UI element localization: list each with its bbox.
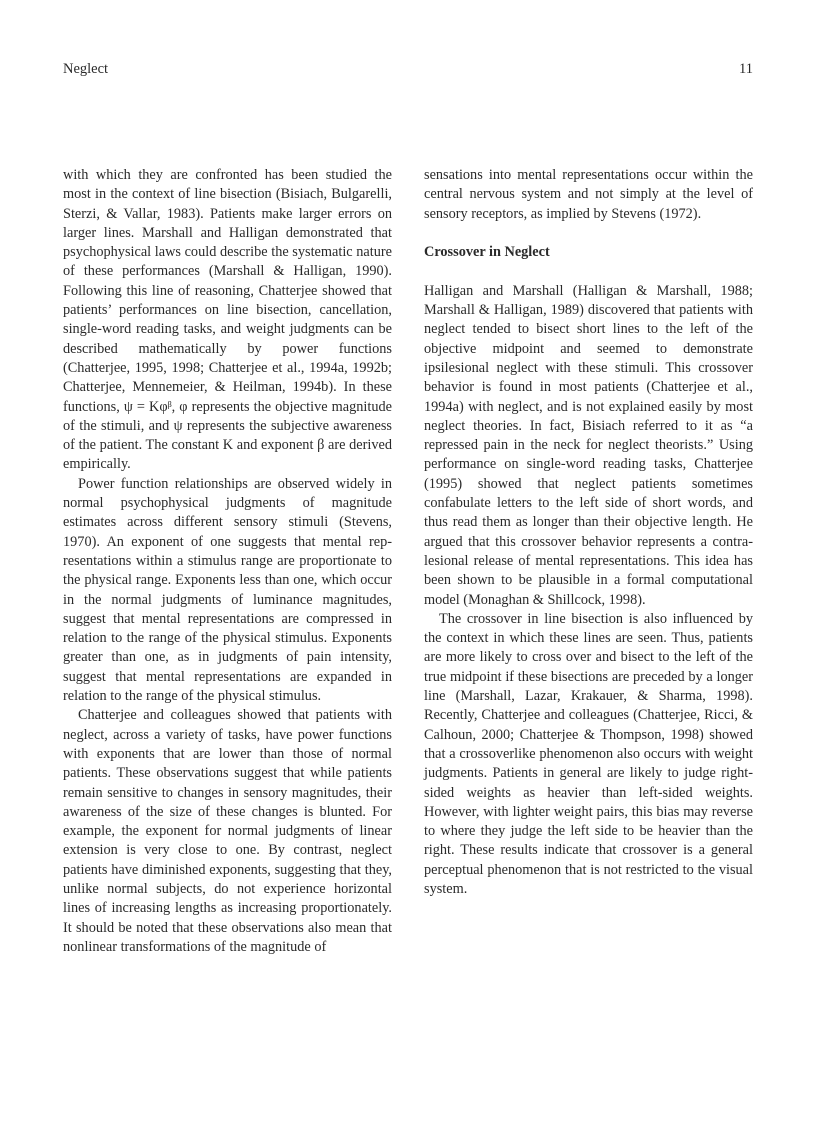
body-paragraph: The crossover in line bisection is also influenced by the context in which these lines are seen. Thus, patients are more likely to cross over and bisect to the left of the true midpoint if these bisections are preceded by a longer line (Marshall, Lazar, Krakauer, & Sharma, 1998). Recently, Chatterjee and colleagues (Chatterjee, Ricci, & Calhoun, 2000; Chatterjee & Thompson, 1998) showed that a crossoverlike phenomenon also occurs with weight judgments. Patients in general are likely to judge right-sided weights as heavier than left-sided weights. However, with lighter weight pairs, this bias may reverse to where they judge the left side to be heavier than the right. These results indicate that crossover is a general perceptual phenomenon that is not restricted to the visual system. (424, 610, 753, 897)
page-number: 11 (739, 61, 753, 77)
right-column (424, 166, 753, 899)
running-head (63, 61, 753, 81)
body-paragraph: Power function relationships are observed widely in normal psychophysical judgments of magnitude estimates across different sensory stimuli (Stevens, 1970). An exponent of one suggests that mental representations within a stimulus range are proportionate to the physical range. Exponents less than one, which occur in the normal judgments of luminance magnitudes, suggest that mental representations are compressed in relation to the range of the physical stimulus. Exponents greater than one, as in judgments of pain intensity, suggest that mental representations are expanded in relation to the range of the physical stimulus. (63, 475, 392, 705)
body-paragraph: Halligan and Marshall (Halligan & Marshall, 1988; Marshall & Halligan, 1989) discovered that patients with neglect tended to bisect short lines to the left of the objective midpoint and seemed to demonstrate ipsilesional neglect with these stimuli. This crossover behavior is found in most patients (Chatterjee et al., 1994a) with neglect, and is not explained easily by most neglect theories. In fact, Bisiach referred to it as “a repressed pain in the neck for neglect theorists.” Using performance on single-word reading tasks, Chatterjee (1995) showed that neglect patients sometimes confabulate letters to the left side of short words, and thus read them as longer than their objective length. He argued that this crossover behavior represents a contralesional release of mental representations. This idea has been shown to be plausible in a formal computational model (Monaghan & Shillcock, 1998). (424, 282, 753, 608)
body-paragraph: with which they are confronted has been studied the most in the context of line bisection (Bisiach, Bulgarelli, Sterzi, & Vallar, 1983). Patients make larger errors on larger lines. Marshall and Halligan demonstrated that psychophysical laws could describe the systematic nature of these performances (Marshall & Halligan, 1990). Following this line of reasoning, Chatterjee showed that patients’ performances on line bisection, cancellation, single-word reading tasks, and weight judgments can be described mathematically by power functions (Chatterjee, 1995, 1998; Chatterjee et al., 1994a, 1992b; Chatterjee, Mennemeier, & Heilman, 1994b). In these functions, ψ = Kφᵝ, φ represents the objective magnitude of the stimuli, and ψ represents the subjective awareness of the patient. The constant K and exponent β are derived empirically. (63, 167, 392, 473)
left-column (63, 166, 392, 957)
body-paragraph: Chatterjee and colleagues showed that patients with neglect, across a variety of tasks, have power functions with exponents that are lower than those of normal patients. These observations suggest that while patients remain sensitive to changes in sensory magnitudes, their awareness of the size of these changes is blunted. For example, the exponent for normal judgments of linear extension is very close to one. By contrast, neglect patients have diminished exponents, suggesting that they, unlike normal subjects, do not experience horizontal lines of increasing lengths as increasing proportionately. It should be noted that these observations also mean that nonlinear transformations of the magnitude of (63, 707, 392, 955)
section-heading: Crossover in Neglect (424, 244, 550, 261)
body-paragraph-continued: sensations into mental representations occur within the central nervous system and not simply at the level of sensory receptors, as implied by Stevens (1972). (424, 167, 753, 222)
running-head-title: Neglect (63, 61, 109, 77)
